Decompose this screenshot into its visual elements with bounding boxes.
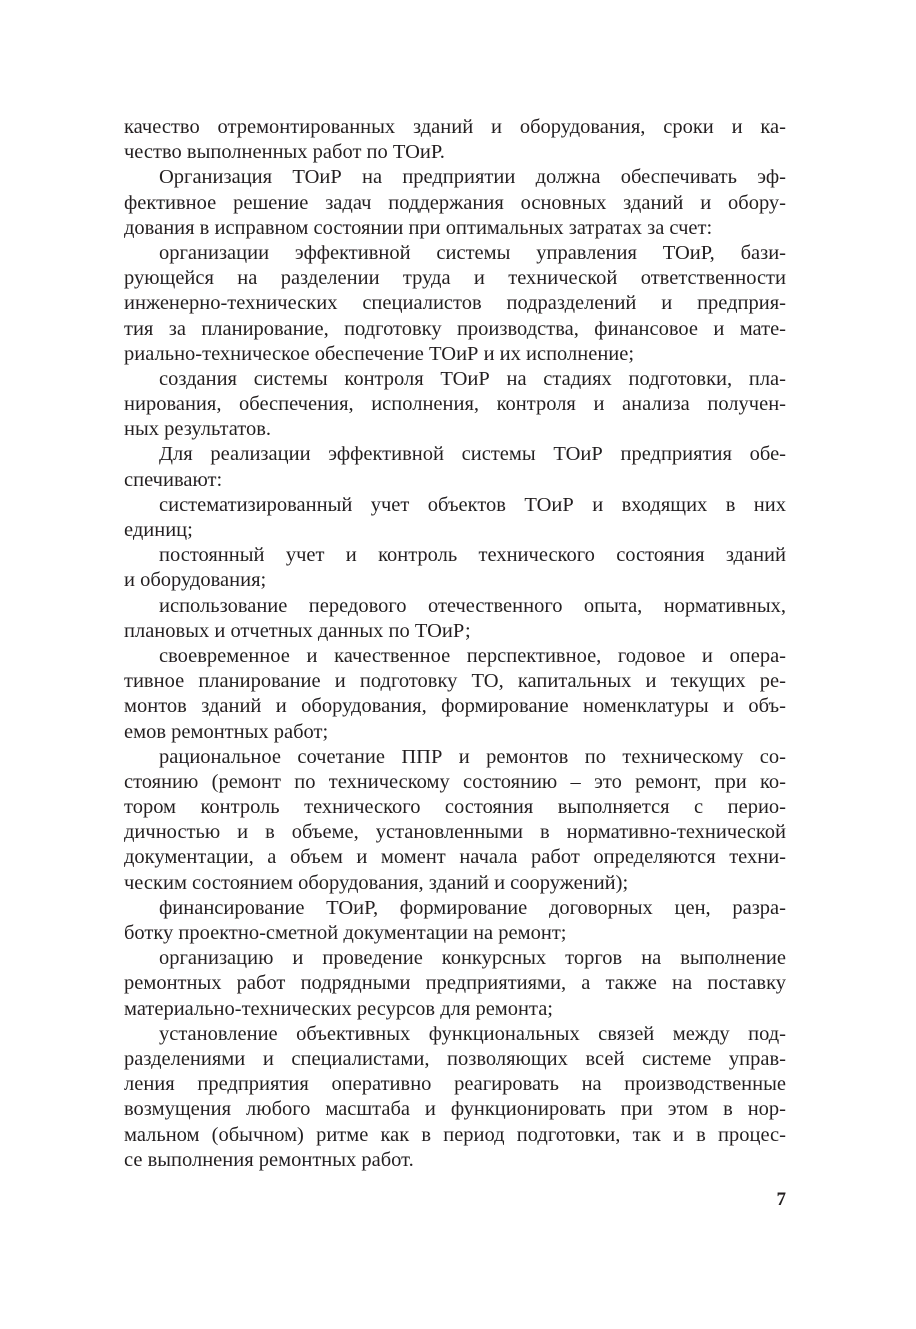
text-line: монтов зданий и оборудования, формирование номенклатуры и объ- — [124, 695, 786, 718]
text-line: тия за планирование, подготовку производства, финансовое и мате- — [124, 317, 786, 340]
text-line: дования в исправном состоянии при оптимальных затратах за счет: — [124, 216, 713, 239]
text-line: документации, а объем и момент начала работ определяются техни- — [124, 846, 786, 869]
text-line: рующейся на разделении труда и технической ответственности — [124, 267, 786, 290]
paragraph — [124, 1022, 786, 1173]
text-line: емов ремонтных работ; — [124, 720, 329, 743]
text-line: се выполнения ремонтных работ. — [124, 1148, 414, 1171]
paragraph — [124, 165, 786, 241]
text-line: Для реализации эффективной системы ТОиР предприятия обе- — [159, 443, 786, 466]
page-number: 7 — [776, 1189, 786, 1210]
text-line: дичностью и в объеме, установленными в нормативно-технической — [124, 821, 786, 844]
text-line: риально-техническое обеспечение ТОиР и их исполнение; — [124, 342, 635, 365]
paragraph — [124, 115, 786, 165]
text-line: ческим состоянием оборудования, зданий и сооружений); — [124, 871, 629, 894]
text-line: Организация ТОиР на предприятии должна обеспечивать эф- — [159, 166, 786, 189]
text-line: организацию и проведение конкурсных торгов на выполнение — [159, 947, 786, 970]
text-line: качество отремонтированных зданий и оборудования, сроки и ка- — [124, 116, 786, 138]
text-line: ботку проектно-сметной документации на ремонт; — [124, 922, 567, 944]
paragraph — [124, 946, 786, 1022]
text-line: ремонтных работ подрядными предприятиями, а также на поставку — [124, 972, 786, 995]
text-line: рациональное сочетание ППР и ремонтов по техническому со- — [159, 745, 786, 768]
text-line: единиц; — [124, 519, 193, 541]
paragraph — [124, 543, 786, 593]
text-line: использование передового отечественного опыта, нормативных, — [159, 594, 786, 617]
text-line: ления предприятия оперативно реагировать на производственные — [124, 1073, 786, 1096]
paragraph — [124, 594, 786, 644]
text-line: мальном (обычном) ритме как в период подготовки, так и в процес- — [124, 1123, 786, 1146]
text-line: постоянный учет и контроль технического состояния зданий — [159, 544, 786, 567]
text-line: возмущения любого масштаба и функционировать при этом в нор- — [124, 1098, 786, 1121]
text-line: организации эффективной системы управления ТОиР, бази- — [159, 241, 786, 264]
text-line: ных результатов. — [124, 418, 272, 441]
text-line: чество выполненных работ по ТОиР. — [124, 141, 445, 164]
paragraph — [124, 896, 786, 946]
text-line: тивное планирование и подготовку ТО, капитальных и текущих ре- — [124, 670, 786, 693]
text-line: финансирование ТОиР, формирование договорных цен, разра- — [159, 896, 786, 919]
text-line: установление объективных функциональных связей между под- — [159, 1022, 786, 1045]
paragraph — [124, 442, 786, 492]
text-line: инженерно-технических специалистов подразделений и предприя- — [124, 292, 786, 315]
paragraph — [124, 241, 786, 367]
text-line: плановых и отчетных данных по ТОиР; — [124, 619, 471, 642]
text-line: нирования, обеспечения, исполнения, контроля и анализа получен- — [124, 393, 786, 416]
paragraph — [124, 745, 786, 896]
text-line: своевременное и качественное перспективное, годовое и опера- — [159, 644, 786, 667]
text-line: создания системы контроля ТОиР на стадиях подготовки, пла- — [159, 367, 786, 390]
paragraph — [124, 644, 786, 745]
text-line: систематизированный учет объектов ТОиР и входящих в них — [159, 493, 786, 516]
paragraph — [124, 367, 786, 443]
text-line: материально-технических ресурсов для ремонта; — [124, 997, 553, 1020]
text-line: разделениями и специалистами, позволяющих всей системе управ- — [124, 1047, 786, 1070]
text-line: стоянию (ремонт по техническому состоянию – это ремонт, при ко- — [124, 770, 786, 793]
text-line: спечивают: — [124, 468, 223, 491]
paragraph — [124, 493, 786, 543]
text-line: и оборудования; — [124, 569, 267, 592]
text-line: тором контроль технического состояния выполняется с перио- — [124, 796, 786, 819]
page-body — [124, 115, 786, 1173]
text-line: фективное решение задач поддержания основных зданий и обору- — [124, 191, 786, 214]
